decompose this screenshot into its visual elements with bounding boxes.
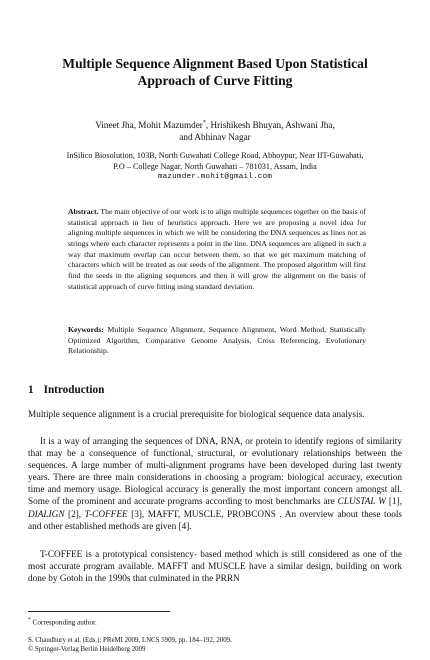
copyright-line: © Springer-Verlag Berlin Heidelberg 2009	[28, 646, 146, 653]
affiliation-line-1: InSilico Biosolution, 103B, North Guwahati College Road, Abhoypur, Near IIT-Guwahati,	[66, 151, 364, 160]
title-line-2: Approach of Curve Fitting	[137, 73, 293, 88]
footnote	[28, 617, 97, 626]
clustal-w-ref: CLUSTAL W	[337, 497, 386, 508]
footnote-text: Corresponding author.	[30, 618, 97, 627]
author-email: mazumder.mohit@gmail.com	[157, 173, 273, 181]
footnote-divider	[28, 611, 170, 612]
abstract-text: The main objective of our work is to align multiple sequences together on the basis of statistical approach in lieu of heuristics approach. Here we are proposing a novel idea for aligning multiple sequences in which we will be considering the DNA sequences as lines not as strings where each character represents a point in the line. DNA sequences are aligned in such a way that maximum overlap can occur between them, so that we get maximum matching of characters which will be treated as our seeds of the alignment. The proposed algorithm will first find the seeds in the aligning sequences and then it will grow the alignment on the basis of statistical approach of curve fitting using standard deviation.	[68, 207, 366, 291]
author-list	[30, 119, 400, 143]
intro-p2-text-a: It is a way of arranging the sequences of DNA, RNA, or protein to identify regions of similarity that may be a consequence of functional, structural, or evolutionary relationships between the sequences. A large number of multi-alignment programs have been developed during last twenty years. There are three main considerations in choosing a program: biological accuracy, execution time and memory usage. Biological accuracy is generally the most important concern amongst all. Some of the prominent and accurate programs according to most benchmarks are	[28, 437, 402, 508]
intro-p2-text-d: [3], MAFFT, MUSCLE, PROBCONS . An overview about these tools and other established methods are given [4].	[28, 509, 402, 532]
t-coffee-ref: T-COFFEE	[84, 509, 128, 520]
keywords-text: Multiple Sequence Alignment, Sequence Alignment, Word Method, Statistically Optimized Algorithm, Comparative Genome Analysis, Cross Referencing, Evolutionary Relationship.	[68, 325, 366, 356]
authors-part-1: Vineet Jha, Mohit Mazumder	[95, 120, 203, 130]
section-number: 1	[28, 384, 34, 396]
abstract-label: Abstract.	[68, 207, 99, 216]
citation-line: S. Chaudhury et al. (Eds.): PReMI 2009, LNCS 5909, pp. 184–192, 2009.	[28, 637, 232, 644]
keywords-label: Keywords:	[68, 325, 104, 334]
dialign-ref: DIALIGN	[28, 509, 65, 520]
footnote-mark: *	[28, 617, 31, 623]
abstract	[68, 207, 366, 292]
authors-part-2: , Hrishikesh Bhuyan, Ashwani Jha,	[205, 120, 335, 130]
intro-paragraph-3: T-COFFEE is a prototypical consistency- based method which is still considered as one of the most accurate program available. MAFFT and MUSCLE have a similar design, building on work done by Gotoh in the 1990s that culminated in the PRRN	[28, 550, 402, 585]
intro-p2-text-c: [2],	[64, 509, 85, 520]
authors-line-2: and Abhinav Nagar	[179, 132, 251, 142]
intro-p2-text-b: [1],	[386, 497, 403, 508]
intro-paragraph-1: Multiple sequence alignment is a crucial prerequisite for biological sequence data analysis.	[28, 410, 365, 420]
authors-line-1	[30, 119, 400, 131]
section-title: Introduction	[43, 384, 105, 396]
publication-footer	[28, 636, 232, 654]
affiliation-line-2: P.O – College Nagar, North Guwahati – 781031, Assam, India	[113, 162, 317, 171]
affiliation	[22, 150, 408, 183]
intro-paragraph-2	[28, 436, 402, 533]
corresponding-mark: *	[202, 119, 206, 126]
keywords	[68, 325, 366, 357]
paper-title	[30, 55, 400, 89]
title-line-1: Multiple Sequence Alignment Based Upon Statistical	[62, 56, 368, 71]
section-heading	[28, 384, 104, 396]
